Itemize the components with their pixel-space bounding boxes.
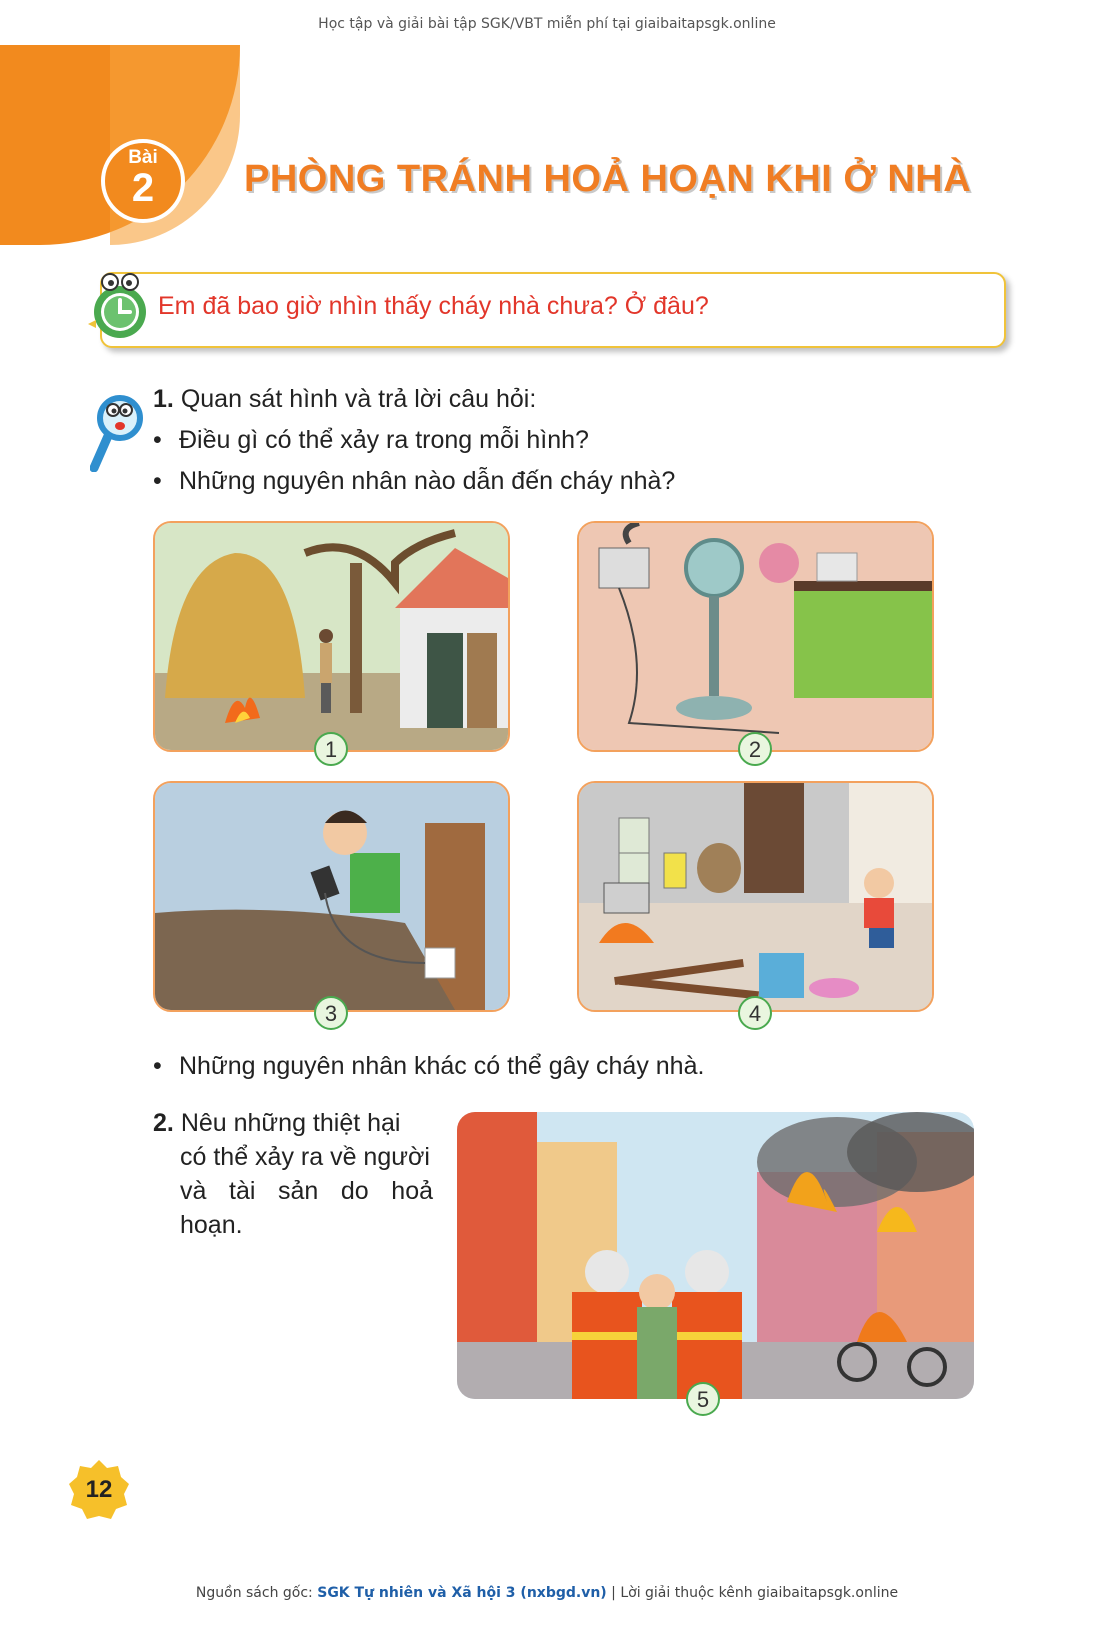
- task1-bullet-2: • Những nguyên nhân nào dẫn đến cháy nhà?: [153, 467, 676, 495]
- lesson-word: Bài: [128, 147, 158, 168]
- task1-number: 1.: [153, 385, 174, 413]
- task2-line-3: và tài sản do hoả hoạn.: [180, 1177, 433, 1239]
- task2-text: Nêu những thiệt hại: [180, 1109, 401, 1137]
- bedroom-scene: [155, 783, 508, 1010]
- image-label-4: 4: [738, 996, 772, 1030]
- task2-number: 2.: [153, 1109, 174, 1137]
- task1-extra-bullet: • Những nguyên nhân khác có thể gây cháy nhà.: [153, 1052, 705, 1080]
- haystack-scene: [155, 523, 508, 750]
- warmup-question: Em đã bao giờ nhìn thấy cháy nhà chưa? Ở đâu?: [158, 292, 709, 320]
- footer-prefix: Nguồn sách gốc:: [195, 1585, 313, 1601]
- bullet-text: Điều gì có thể xảy ra trong mỗi hình?: [179, 426, 589, 454]
- task1-text: Quan sát hình và trả lời câu hỏi:: [180, 385, 537, 413]
- kitchen-scene: [579, 523, 932, 750]
- clock-mascot-icon: [88, 272, 152, 342]
- image-label-2: 2: [738, 732, 772, 766]
- task2-line-1: [153, 1106, 433, 1140]
- cooking-scene: [579, 783, 932, 1010]
- street-fire-scene: [457, 1112, 974, 1399]
- illustration-1-haystack-fire: [153, 521, 510, 752]
- image-label-3: 3: [314, 996, 348, 1030]
- page-title: PHÒNG TRÁNH HOẢ HOẠN KHI Ở NHÀ: [244, 158, 972, 200]
- lesson-number: 2: [131, 166, 155, 210]
- task1-bullet-1: • Điều gì có thể xảy ra trong mỗi hình?: [153, 426, 589, 454]
- image-label-5: 5: [686, 1382, 720, 1416]
- bullet-text: Những nguyên nhân khác có thể gây cháy nhà.: [179, 1052, 705, 1080]
- lesson-badge: [101, 139, 185, 223]
- illustration-4-kitchen-fire: [577, 781, 934, 1012]
- page-number: 12: [85, 1476, 113, 1503]
- footer-suffix: | Lời giải thuộc kênh giaibaitapsgk.online: [611, 1585, 899, 1601]
- illustration-5-firefighters: [457, 1112, 974, 1399]
- illustration-3-phone-charging: [153, 781, 510, 1012]
- footer: [0, 1585, 1094, 1601]
- illustration-2-overloaded-socket: [577, 521, 934, 752]
- header-note: Học tập và giải bài tập SGK/VBT miễn phí tại giaibaitapsgk.online: [318, 16, 776, 32]
- task1-heading: [153, 385, 536, 414]
- task2: [153, 1106, 433, 1242]
- task2-line-2: có thể xảy ra về người: [180, 1143, 430, 1171]
- magnifier-mascot-icon: [90, 390, 146, 472]
- image-label-1: 1: [314, 732, 348, 766]
- footer-source-link[interactable]: SGK Tự nhiên và Xã hội 3 (nxbgd.vn): [317, 1585, 607, 1601]
- bullet-text: Những nguyên nhân nào dẫn đến cháy nhà?: [179, 467, 676, 495]
